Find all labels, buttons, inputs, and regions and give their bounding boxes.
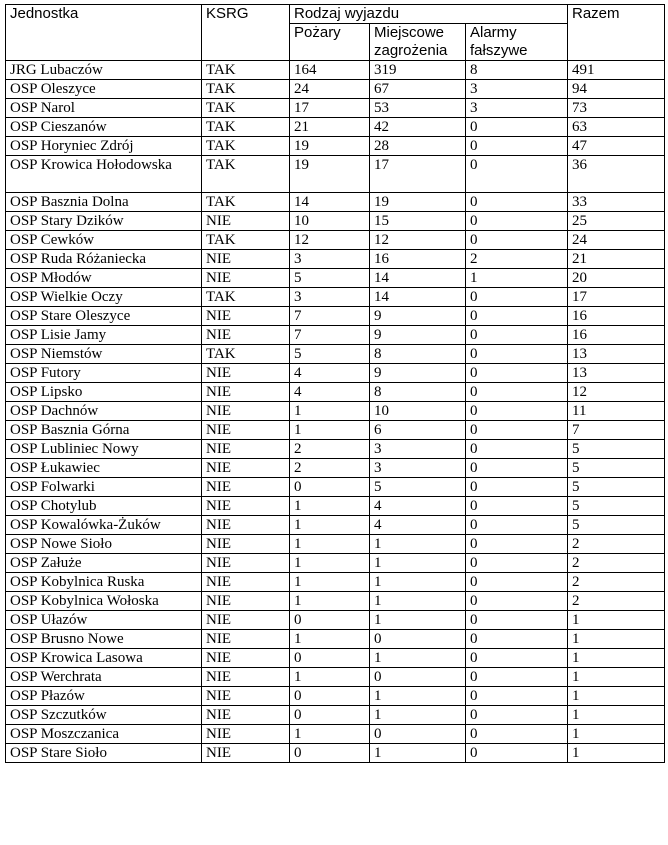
cell-ksrg: TAK	[202, 118, 290, 137]
cell-jednostka: OSP Lubliniec Nowy	[6, 440, 202, 459]
cell-razem: 7	[568, 421, 665, 440]
cell-pozary: 0	[290, 649, 370, 668]
cell-pozary: 1	[290, 554, 370, 573]
cell-razem: 1	[568, 687, 665, 706]
cell-razem: 36	[568, 156, 665, 193]
cell-miejscowe-zagrozenia: 1	[370, 706, 466, 725]
cell-miejscowe-zagrozenia: 67	[370, 80, 466, 99]
cell-razem: 11	[568, 402, 665, 421]
cell-jednostka: OSP Szczutków	[6, 706, 202, 725]
cell-miejscowe-zagrozenia: 0	[370, 725, 466, 744]
cell-jednostka: OSP Lisie Jamy	[6, 326, 202, 345]
cell-pozary: 1	[290, 592, 370, 611]
cell-miejscowe-zagrozenia: 1	[370, 592, 466, 611]
cell-jednostka: OSP Futory	[6, 364, 202, 383]
cell-jednostka: OSP Oleszyce	[6, 80, 202, 99]
cell-ksrg: NIE	[202, 440, 290, 459]
cell-razem: 63	[568, 118, 665, 137]
cell-miejscowe-zagrozenia: 14	[370, 269, 466, 288]
cell-jednostka: OSP Brusno Nowe	[6, 630, 202, 649]
cell-jednostka: OSP Lipsko	[6, 383, 202, 402]
cell-alarmy-falszywe: 0	[466, 478, 568, 497]
header-alarmy-falszywe: Alarmy fałszywe	[466, 24, 568, 61]
cell-pozary: 2	[290, 459, 370, 478]
cell-ksrg: TAK	[202, 345, 290, 364]
cell-razem: 1	[568, 630, 665, 649]
cell-ksrg: NIE	[202, 744, 290, 763]
cell-alarmy-falszywe: 0	[466, 554, 568, 573]
cell-pozary: 1	[290, 421, 370, 440]
cell-razem: 12	[568, 383, 665, 402]
cell-alarmy-falszywe: 0	[466, 592, 568, 611]
table-row	[6, 364, 665, 383]
cell-alarmy-falszywe: 0	[466, 212, 568, 231]
cell-ksrg: NIE	[202, 706, 290, 725]
cell-jednostka: OSP Łukawiec	[6, 459, 202, 478]
cell-miejscowe-zagrozenia: 4	[370, 497, 466, 516]
cell-alarmy-falszywe: 0	[466, 459, 568, 478]
cell-jednostka: OSP Chotylub	[6, 497, 202, 516]
cell-pozary: 1	[290, 402, 370, 421]
cell-razem: 5	[568, 497, 665, 516]
cell-alarmy-falszywe: 1	[466, 269, 568, 288]
table-row	[6, 288, 665, 307]
table-row	[6, 250, 665, 269]
cell-alarmy-falszywe: 0	[466, 687, 568, 706]
cell-alarmy-falszywe: 3	[466, 80, 568, 99]
cell-jednostka: OSP Moszczanica	[6, 725, 202, 744]
cell-pozary: 1	[290, 725, 370, 744]
cell-ksrg: NIE	[202, 573, 290, 592]
cell-miejscowe-zagrozenia: 12	[370, 231, 466, 250]
table-row	[6, 383, 665, 402]
cell-pozary: 7	[290, 307, 370, 326]
cell-razem: 2	[568, 592, 665, 611]
cell-alarmy-falszywe: 0	[466, 706, 568, 725]
table-row	[6, 269, 665, 288]
table-row	[6, 440, 665, 459]
cell-miejscowe-zagrozenia: 9	[370, 364, 466, 383]
table-row	[6, 61, 665, 80]
cell-miejscowe-zagrozenia: 10	[370, 402, 466, 421]
cell-pozary: 1	[290, 668, 370, 687]
cell-miejscowe-zagrozenia: 5	[370, 478, 466, 497]
cell-pozary: 0	[290, 687, 370, 706]
cell-ksrg: NIE	[202, 402, 290, 421]
cell-ksrg: TAK	[202, 193, 290, 212]
table-row	[6, 421, 665, 440]
cell-pozary: 1	[290, 497, 370, 516]
cell-alarmy-falszywe: 0	[466, 383, 568, 402]
cell-alarmy-falszywe: 0	[466, 193, 568, 212]
table-row	[6, 193, 665, 212]
cell-alarmy-falszywe: 0	[466, 440, 568, 459]
cell-pozary: 0	[290, 744, 370, 763]
cell-razem: 24	[568, 231, 665, 250]
cell-jednostka: OSP Kowalówka-Żuków	[6, 516, 202, 535]
table-row	[6, 592, 665, 611]
cell-ksrg: NIE	[202, 269, 290, 288]
table-row	[6, 80, 665, 99]
cell-jednostka: OSP Basznia Dolna	[6, 193, 202, 212]
cell-miejscowe-zagrozenia: 8	[370, 345, 466, 364]
cell-ksrg: NIE	[202, 611, 290, 630]
cell-alarmy-falszywe: 0	[466, 402, 568, 421]
cell-ksrg: TAK	[202, 231, 290, 250]
cell-razem: 47	[568, 137, 665, 156]
table-row	[6, 535, 665, 554]
cell-razem: 1	[568, 744, 665, 763]
cell-pozary: 24	[290, 80, 370, 99]
table-row	[6, 99, 665, 118]
cell-miejscowe-zagrozenia: 0	[370, 630, 466, 649]
cell-ksrg: NIE	[202, 212, 290, 231]
cell-razem: 33	[568, 193, 665, 212]
cell-razem: 5	[568, 459, 665, 478]
table-row	[6, 326, 665, 345]
cell-razem: 21	[568, 250, 665, 269]
cell-pozary: 14	[290, 193, 370, 212]
cell-jednostka: OSP Folwarki	[6, 478, 202, 497]
cell-alarmy-falszywe: 8	[466, 61, 568, 80]
cell-razem: 2	[568, 573, 665, 592]
cell-miejscowe-zagrozenia: 14	[370, 288, 466, 307]
table-row	[6, 345, 665, 364]
cell-jednostka: OSP Załuże	[6, 554, 202, 573]
cell-razem: 5	[568, 440, 665, 459]
table-row	[6, 554, 665, 573]
cell-miejscowe-zagrozenia: 1	[370, 649, 466, 668]
table-row	[6, 744, 665, 763]
cell-miejscowe-zagrozenia: 3	[370, 440, 466, 459]
cell-ksrg: NIE	[202, 630, 290, 649]
cell-miejscowe-zagrozenia: 1	[370, 573, 466, 592]
cell-ksrg: NIE	[202, 687, 290, 706]
cell-razem: 20	[568, 269, 665, 288]
header-ksrg: KSRG	[202, 5, 290, 61]
cell-jednostka: OSP Kobylnica Wołoska	[6, 592, 202, 611]
header-pozary: Pożary	[290, 24, 370, 61]
cell-razem: 1	[568, 668, 665, 687]
cell-pozary: 0	[290, 706, 370, 725]
cell-pozary: 19	[290, 137, 370, 156]
cell-jednostka: OSP Cieszanów	[6, 118, 202, 137]
cell-pozary: 12	[290, 231, 370, 250]
cell-jednostka: JRG Lubaczów	[6, 61, 202, 80]
table-row	[6, 402, 665, 421]
cell-pozary: 0	[290, 478, 370, 497]
header-rodzaj-wyjazdu: Rodzaj wyjazdu	[290, 5, 568, 24]
table-row	[6, 212, 665, 231]
cell-miejscowe-zagrozenia: 53	[370, 99, 466, 118]
table-row	[6, 156, 665, 193]
cell-pozary: 0	[290, 611, 370, 630]
table-row	[6, 630, 665, 649]
cell-razem: 1	[568, 706, 665, 725]
cell-pozary: 3	[290, 250, 370, 269]
cell-miejscowe-zagrozenia: 15	[370, 212, 466, 231]
table-row	[6, 497, 665, 516]
cell-pozary: 3	[290, 288, 370, 307]
cell-razem: 1	[568, 611, 665, 630]
cell-razem: 1	[568, 649, 665, 668]
cell-pozary: 21	[290, 118, 370, 137]
cell-alarmy-falszywe: 0	[466, 345, 568, 364]
cell-miejscowe-zagrozenia: 8	[370, 383, 466, 402]
cell-miejscowe-zagrozenia: 1	[370, 611, 466, 630]
cell-razem: 16	[568, 307, 665, 326]
table-row	[6, 478, 665, 497]
table-row	[6, 649, 665, 668]
cell-ksrg: TAK	[202, 61, 290, 80]
cell-jednostka: OSP Cewków	[6, 231, 202, 250]
cell-jednostka: OSP Płazów	[6, 687, 202, 706]
cell-jednostka: OSP Dachnów	[6, 402, 202, 421]
cell-pozary: 19	[290, 156, 370, 193]
cell-ksrg: TAK	[202, 288, 290, 307]
cell-ksrg: NIE	[202, 478, 290, 497]
cell-pozary: 5	[290, 345, 370, 364]
cell-miejscowe-zagrozenia: 0	[370, 668, 466, 687]
cell-razem: 1	[568, 725, 665, 744]
cell-alarmy-falszywe: 0	[466, 118, 568, 137]
cell-pozary: 10	[290, 212, 370, 231]
table-row	[6, 307, 665, 326]
cell-alarmy-falszywe: 0	[466, 156, 568, 193]
cell-ksrg: NIE	[202, 592, 290, 611]
cell-miejscowe-zagrozenia: 19	[370, 193, 466, 212]
cell-jednostka: OSP Werchrata	[6, 668, 202, 687]
cell-ksrg: NIE	[202, 497, 290, 516]
cell-jednostka: OSP Krowica Hołodowska	[6, 156, 202, 193]
cell-pozary: 7	[290, 326, 370, 345]
cell-alarmy-falszywe: 0	[466, 421, 568, 440]
table-row	[6, 137, 665, 156]
cell-jednostka: OSP Nowe Sioło	[6, 535, 202, 554]
cell-ksrg: TAK	[202, 80, 290, 99]
cell-miejscowe-zagrozenia: 9	[370, 307, 466, 326]
cell-jednostka: OSP Niemstów	[6, 345, 202, 364]
table-row	[6, 725, 665, 744]
cell-miejscowe-zagrozenia: 28	[370, 137, 466, 156]
cell-ksrg: TAK	[202, 156, 290, 193]
cell-pozary: 4	[290, 364, 370, 383]
cell-jednostka: OSP Kobylnica Ruska	[6, 573, 202, 592]
cell-pozary: 5	[290, 269, 370, 288]
cell-ksrg: TAK	[202, 137, 290, 156]
table-row	[6, 516, 665, 535]
table-header	[6, 5, 665, 61]
table-row	[6, 231, 665, 250]
cell-jednostka: OSP Stary Dzików	[6, 212, 202, 231]
cell-pozary: 1	[290, 535, 370, 554]
cell-ksrg: NIE	[202, 383, 290, 402]
cell-alarmy-falszywe: 0	[466, 288, 568, 307]
cell-razem: 13	[568, 364, 665, 383]
cell-jednostka: OSP Horyniec Zdrój	[6, 137, 202, 156]
cell-razem: 25	[568, 212, 665, 231]
cell-razem: 2	[568, 554, 665, 573]
cell-miejscowe-zagrozenia: 17	[370, 156, 466, 193]
cell-jednostka: OSP Ułazów	[6, 611, 202, 630]
header-miejscowe-zagrozenia: Miejscowe zagrożenia	[370, 24, 466, 61]
cell-ksrg: NIE	[202, 516, 290, 535]
cell-miejscowe-zagrozenia: 42	[370, 118, 466, 137]
header-razem: Razem	[568, 5, 665, 61]
cell-ksrg: NIE	[202, 307, 290, 326]
cell-ksrg: NIE	[202, 250, 290, 269]
cell-miejscowe-zagrozenia: 1	[370, 554, 466, 573]
cell-alarmy-falszywe: 0	[466, 630, 568, 649]
cell-ksrg: NIE	[202, 725, 290, 744]
cell-razem: 13	[568, 345, 665, 364]
table-row	[6, 668, 665, 687]
cell-miejscowe-zagrozenia: 1	[370, 535, 466, 554]
cell-jednostka: OSP Krowica Lasowa	[6, 649, 202, 668]
cell-miejscowe-zagrozenia: 6	[370, 421, 466, 440]
cell-pozary: 4	[290, 383, 370, 402]
cell-pozary: 2	[290, 440, 370, 459]
cell-ksrg: NIE	[202, 535, 290, 554]
cell-alarmy-falszywe: 0	[466, 744, 568, 763]
cell-pozary: 1	[290, 516, 370, 535]
cell-miejscowe-zagrozenia: 9	[370, 326, 466, 345]
cell-razem: 2	[568, 535, 665, 554]
table-row	[6, 687, 665, 706]
cell-ksrg: NIE	[202, 364, 290, 383]
cell-jednostka: OSP Wielkie Oczy	[6, 288, 202, 307]
cell-jednostka: OSP Młodów	[6, 269, 202, 288]
cell-alarmy-falszywe: 3	[466, 99, 568, 118]
cell-pozary: 164	[290, 61, 370, 80]
cell-ksrg: TAK	[202, 99, 290, 118]
cell-jednostka: OSP Stare Oleszyce	[6, 307, 202, 326]
table-row	[6, 118, 665, 137]
cell-miejscowe-zagrozenia: 3	[370, 459, 466, 478]
cell-ksrg: NIE	[202, 421, 290, 440]
table-body	[6, 61, 665, 763]
cell-miejscowe-zagrozenia: 319	[370, 61, 466, 80]
cell-miejscowe-zagrozenia: 1	[370, 687, 466, 706]
cell-ksrg: NIE	[202, 326, 290, 345]
cell-razem: 73	[568, 99, 665, 118]
cell-alarmy-falszywe: 0	[466, 364, 568, 383]
table-row	[6, 706, 665, 725]
cell-alarmy-falszywe: 2	[466, 250, 568, 269]
cell-miejscowe-zagrozenia: 1	[370, 744, 466, 763]
cell-ksrg: NIE	[202, 554, 290, 573]
cell-razem: 17	[568, 288, 665, 307]
table-row	[6, 573, 665, 592]
cell-razem: 5	[568, 516, 665, 535]
header-jednostka: Jednostka	[6, 5, 202, 61]
cell-alarmy-falszywe: 0	[466, 649, 568, 668]
cell-alarmy-falszywe: 0	[466, 668, 568, 687]
cell-alarmy-falszywe: 0	[466, 497, 568, 516]
table-row	[6, 459, 665, 478]
cell-alarmy-falszywe: 0	[466, 326, 568, 345]
cell-pozary: 1	[290, 630, 370, 649]
cell-alarmy-falszywe: 0	[466, 535, 568, 554]
dispatch-table	[5, 4, 665, 763]
cell-ksrg: NIE	[202, 668, 290, 687]
cell-jednostka: OSP Stare Sioło	[6, 744, 202, 763]
cell-miejscowe-zagrozenia: 16	[370, 250, 466, 269]
cell-pozary: 1	[290, 573, 370, 592]
cell-alarmy-falszywe: 0	[466, 573, 568, 592]
cell-alarmy-falszywe: 0	[466, 231, 568, 250]
cell-razem: 5	[568, 478, 665, 497]
cell-jednostka: OSP Narol	[6, 99, 202, 118]
cell-jednostka: OSP Basznia Górna	[6, 421, 202, 440]
cell-razem: 491	[568, 61, 665, 80]
cell-pozary: 17	[290, 99, 370, 118]
cell-jednostka: OSP Ruda Różaniecka	[6, 250, 202, 269]
cell-alarmy-falszywe: 0	[466, 725, 568, 744]
cell-razem: 94	[568, 80, 665, 99]
cell-alarmy-falszywe: 0	[466, 516, 568, 535]
cell-miejscowe-zagrozenia: 4	[370, 516, 466, 535]
cell-alarmy-falszywe: 0	[466, 137, 568, 156]
cell-alarmy-falszywe: 0	[466, 611, 568, 630]
cell-razem: 16	[568, 326, 665, 345]
cell-ksrg: NIE	[202, 459, 290, 478]
cell-ksrg: NIE	[202, 649, 290, 668]
cell-alarmy-falszywe: 0	[466, 307, 568, 326]
table-row	[6, 611, 665, 630]
